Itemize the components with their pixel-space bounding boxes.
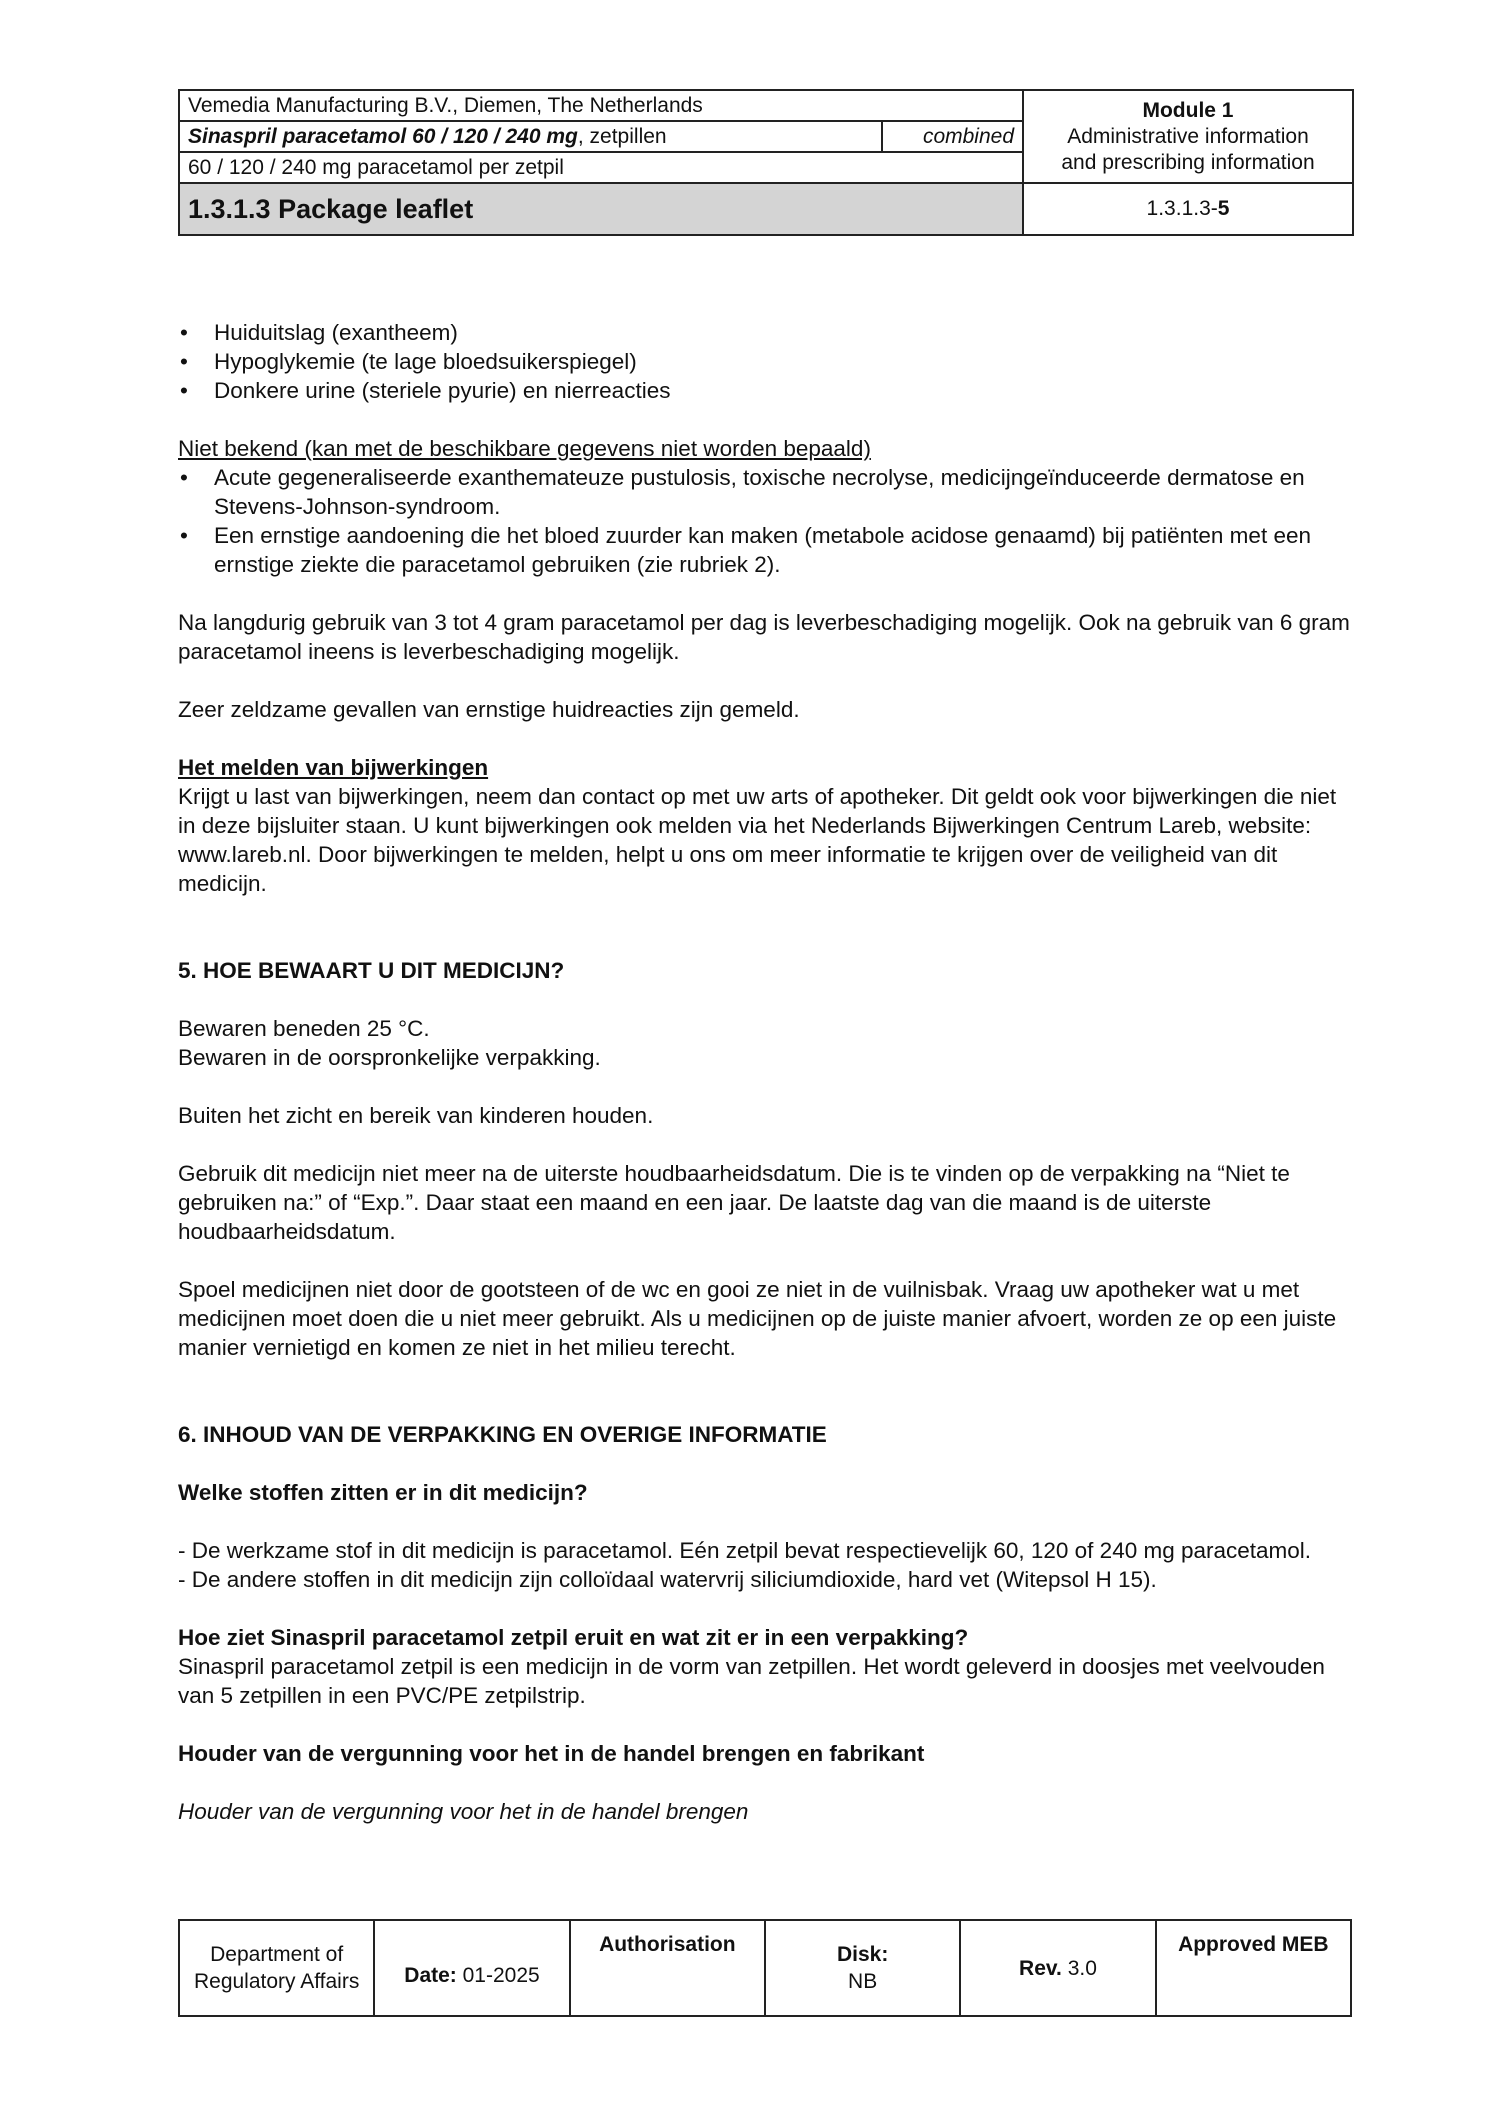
rev-value: 3.0 bbox=[1061, 1956, 1097, 1980]
bullet-icon: • bbox=[180, 378, 188, 403]
uitzicht-heading: Hoe ziet Sinaspril paracetamol zetpil eruit en wat zit er in een verpakking? bbox=[178, 1625, 969, 1650]
section-6-title: 6. INHOUD VAN DE VERPAKKING EN OVERIGE INFORMATIE bbox=[178, 1422, 827, 1447]
product-name: Sinaspril paracetamol 60 / 120 / 240 mg bbox=[188, 124, 578, 148]
combined-label: combined bbox=[922, 124, 1014, 148]
department-line-2: Regulatory Affairs bbox=[193, 1970, 360, 1993]
niet-bekend-list bbox=[178, 463, 1352, 579]
bewaren-line-1: Bewaren beneden 25 °C. bbox=[178, 1016, 430, 1041]
leaflet-content bbox=[178, 318, 1352, 1826]
product-form: , zetpillen bbox=[577, 124, 667, 148]
department-cell bbox=[179, 1920, 374, 2016]
date-value: 01-2025 bbox=[456, 1963, 540, 1987]
bullet-icon: • bbox=[180, 349, 188, 374]
company-name: Vemedia Manufacturing B.V., Diemen, The Netherlands bbox=[188, 93, 703, 117]
paragraph-huid: Zeer zeldzame gevallen van ernstige huidreacties zijn gemeld. bbox=[178, 697, 800, 722]
module-subtitle-1: Administrative information bbox=[1067, 124, 1309, 148]
list-item: • Huiduitslag (exantheem) bbox=[180, 320, 458, 345]
disk-cell bbox=[765, 1920, 960, 2016]
houder-subheading: Houder van de vergunning voor het in de handel brengen bbox=[178, 1799, 749, 1824]
paragraph-lever: Na langdurig gebruik van 3 tot 4 gram paracetamol per dag is leverbeschadiging mogelijk. Ook na gebruik van 6 gram paracetamol ineens is leverbeschadiging mogelijk. bbox=[178, 610, 1350, 664]
uitzicht-text: Sinaspril paracetamol zetpil is een medicijn in de vorm van zetpillen. Het wordt geleverd in doosjes met veelvouden van 5 zetpillen in een PVC/PE zetpilstrip. bbox=[178, 1654, 1325, 1708]
page-ref-prefix: 1.3.1.3- bbox=[1146, 197, 1218, 220]
authorisation-label: Authorisation bbox=[599, 1933, 736, 1956]
spoel-text: Spoel medicijnen niet door de gootsteen of de wc en gooi ze niet in de vuilnisbak. Vraag uw apotheker wat u met medicijnen moet doen die u niet meer gebruikt. Als u medicijnen op de juiste manier afvoert, worden ze op een juiste manier vernietigd en komen ze niet in het milieu terecht. bbox=[178, 1277, 1337, 1360]
product-cell bbox=[179, 121, 882, 152]
list-item: • Hypoglykemie (te lage bloedsuikerspiegel) bbox=[180, 349, 637, 374]
approved-cell bbox=[1156, 1920, 1351, 2016]
disk-value: NB bbox=[848, 1970, 878, 1993]
date-cell bbox=[374, 1920, 569, 2016]
stoffen-line-2: - De andere stoffen in dit medicijn zijn colloïdaal watervrij siliciumdioxide, hard vet (Witepsol H 15). bbox=[178, 1567, 1157, 1592]
bullet-icon: • bbox=[180, 320, 188, 345]
company-cell bbox=[179, 90, 1023, 121]
header-table bbox=[178, 89, 1354, 236]
melden-heading: Het melden van bijwerkingen bbox=[178, 755, 489, 780]
niet-bekend-heading: Niet bekend (kan met de beschikbare gegevens niet worden bepaald) bbox=[178, 436, 871, 461]
list-item: • Een ernstige aandoening die het bloed zuurder kan maken (metabole acidose genaamd) bij patiënten met een ernstige ziekte die paracetamol gebruiken (zie rubriek 2). bbox=[180, 523, 1311, 577]
section-title-cell bbox=[179, 183, 1023, 235]
list-item: • Donkere urine (steriele pyurie) en nierreacties bbox=[180, 378, 671, 403]
section-5-title: 5. HOE BEWAART U DIT MEDICIJN? bbox=[178, 958, 565, 983]
module-subtitle-2: and prescribing information bbox=[1061, 150, 1315, 174]
page-number: 5 bbox=[1217, 197, 1230, 220]
approved-label: Approved MEB bbox=[1178, 1933, 1329, 1956]
authorisation-cell bbox=[570, 1920, 765, 2016]
page-ref-cell bbox=[1023, 183, 1353, 235]
list-item: • Acute gegeneraliseerde exanthemateuze pustulosis, toxische necrolyse, medicijngeïnduceerde dermatose en Stevens-Johnson-syndroom. bbox=[180, 465, 1305, 519]
melden-text: Krijgt u last van bijwerkingen, neem dan contact op met uw arts of apotheker. Dit geldt ook voor bijwerkingen die niet in deze bijsluiter staan. U kunt bijwerkingen ook melden via het Nederlands Bijwerkingen Centrum Lareb, website: www.lareb.nl. Door bijwerkingen te melden, helpt u ons om meer informatie te krijgen over de veiligheid van dit medicijn. bbox=[178, 784, 1337, 896]
revision-cell bbox=[960, 1920, 1155, 2016]
strength-cell bbox=[179, 152, 1023, 183]
combined-cell bbox=[882, 121, 1023, 152]
module-title: Module 1 bbox=[1142, 98, 1234, 122]
houder-heading: Houder van de vergunning voor het in de handel brengen en fabrikant bbox=[178, 1741, 925, 1766]
stoffen-heading: Welke stoffen zitten er in dit medicijn? bbox=[178, 1480, 588, 1505]
footer-table bbox=[178, 1919, 1352, 2017]
module-cell bbox=[1023, 90, 1353, 183]
date-label: Date: bbox=[404, 1963, 457, 1987]
department-line-1: Department of bbox=[210, 1943, 344, 1966]
strength-text: 60 / 120 / 240 mg paracetamol per zetpil bbox=[188, 155, 564, 179]
disk-label: Disk: bbox=[836, 1943, 889, 1966]
bullet-icon: • bbox=[180, 523, 188, 548]
stoffen-line-1: - De werkzame stof in dit medicijn is paracetamol. Eén zetpil bevat respectievelijk 60, 120 of 240 mg paracetamol. bbox=[178, 1538, 1312, 1563]
side-effects-list bbox=[178, 318, 1352, 405]
rev-label: Rev. bbox=[1019, 1956, 1062, 1980]
houdbaarheid-text: Gebruik dit medicijn niet meer na de uiterste houdbaarheidsdatum. Die is te vinden op de verpakking na “Niet te gebruiken na:” of “Exp.”. Daar staat een maand en een jaar. De laatste dag van die maand is de uiterste houdbaarheidsdatum. bbox=[178, 1161, 1290, 1244]
bewaren-line-2: Bewaren in de oorspronkelijke verpakking. bbox=[178, 1045, 601, 1070]
section-title: 1.3.1.3 Package leaflet bbox=[188, 193, 474, 224]
bullet-icon: • bbox=[180, 465, 188, 490]
buiten-bereik: Buiten het zicht en bereik van kinderen houden. bbox=[178, 1103, 654, 1128]
